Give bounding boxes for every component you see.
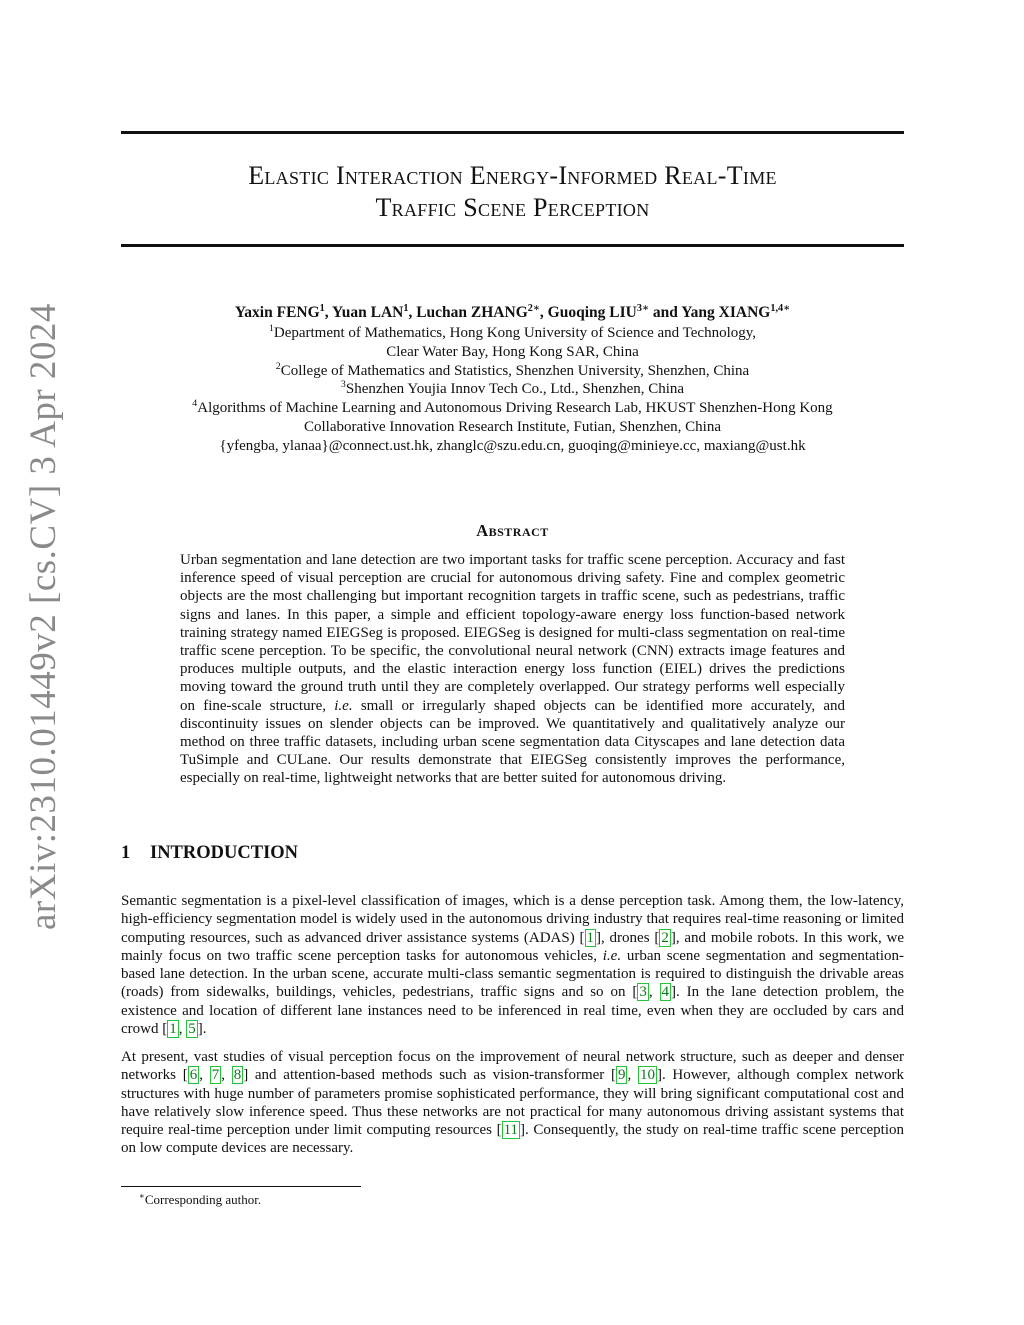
affiliation-1 [121, 324, 904, 343]
affil-text: Algorithms of Machine Learning and Autonomous Driving Research Lab, HKUST Shenzhen-Hong Kong [197, 400, 833, 417]
author-separator: , [539, 304, 548, 321]
paragraph-text: ]. In the lane detection problem, the existence and location of different lane instances need to be inferenced in real time, even when they are occluded by cars and crowd [ [121, 984, 904, 1038]
author-affil-mark: 3∗ [636, 302, 650, 314]
author-emails: {yfengba, ylanaa}@connect.ust.hk, zhanglc@szu.edu.cn, guoqing@minieye.cc, maxiang@ust.hk [219, 437, 806, 454]
footnote [139, 1192, 261, 1208]
author-separator: and [649, 304, 682, 321]
abstract-body [180, 551, 845, 788]
paragraph-text: Semantic segmentation is a pixel-level classification of images, which is a dense perception task. Among them, the low-latency, high-efficiency segmentation model is widely used in the autonomous driving industry that requires real-time reasoning or limited computing resources, such as advanced driver assistance systems (ADAS) [ [121, 893, 904, 946]
title-line-2: Traffic Scene Perception [375, 193, 650, 222]
author-affil-mark: 2∗ [527, 302, 540, 314]
affiliation-2 [121, 362, 904, 381]
author-name: Yuan LAN [331, 304, 404, 321]
title-line-1: Elastic Interaction Energy-Informed Real-Time [248, 161, 777, 190]
paragraph-text: ]. Consequently, the study on real-time traffic scene perception on low compute devices are necessary. [121, 1122, 904, 1157]
paragraph-text: ]. [197, 1021, 207, 1038]
author-affil-mark: 1,4∗ [770, 302, 791, 314]
affil-text: Department of Mathematics, Hong Kong University of Science and Technology, [273, 325, 757, 341]
affiliation-4-cont: Collaborative Innovation Research Institute, Futian, Shenzhen, China [304, 418, 721, 435]
author-name: Luchan ZHANG [416, 304, 528, 321]
abstract-heading: Abstract [476, 521, 549, 540]
author-affil-mark: 1 [403, 302, 409, 314]
author-name: Yaxin FENG [234, 304, 320, 321]
paragraph-text: At present, vast studies of visual perception focus on the improvement of neural network structure, such as deeper and denser networks [ [121, 1049, 904, 1084]
author-list [121, 303, 904, 323]
arxiv-identifier: arXiv:2310.01449v2 [cs.CV] 3 Apr 2024 [23, 303, 64, 930]
paragraph-text: , [221, 1067, 232, 1084]
paragraph-text: ] and attention-based methods such as vision-transformer [ [243, 1067, 616, 1084]
citation-link[interactable]: 5 [188, 1021, 196, 1038]
author-separator: , [408, 304, 417, 321]
citation-link[interactable]: 10 [639, 1067, 655, 1084]
paragraph-text: ], drones [ [596, 929, 660, 946]
abstract-text: Urban segmentation and lane detection are two important tasks for traffic scene perception. Accuracy and fast inference speed of visual perception are crucial for autonomous driving safety. Fine and complex geometric objects are the most challenging but important recognition targets in traffic scene, such as pedestrians, traffic signs and lanes. In this paper, a simple and efficient topology-aware energy loss function-based network training strategy named EIEGSeg is proposed. EIEGSeg is designed for multi-class segmentation on real-time traffic scene perception. To be specific, the convolutional neural network (CNN) extracts image features and produces multiple outputs, and the elastic interaction energy loss function (EIEL) drives the predictions moving toward the ground truth until they are completely overlapped. Our strategy performs well especially on fine-scale structure, [180, 552, 845, 714]
author-separator: , [324, 304, 332, 321]
affiliation-4 [121, 399, 904, 418]
paragraph-text: , [178, 1021, 187, 1038]
paragraph-text: ]. However, although complex network structures with huge number of parameters promise sophisticated performance, they will bring significant computational cost and have relatively slow inference speed. Thus these networks are not practical for many autonomous driving assistant systems that require real-time perception under limit computing resources [ [121, 1067, 905, 1139]
citation-link[interactable]: 11 [503, 1122, 519, 1139]
paragraph-italic: i.e. [602, 947, 622, 964]
author-name: Yang XIANG [681, 304, 771, 321]
paragraph-text: , [627, 1067, 638, 1084]
paragraph-text: , [199, 1067, 210, 1084]
affil-mark: 4 [192, 398, 198, 410]
abstract-ie: i.e. [334, 697, 353, 714]
paragraph-text: ], and mobile robots. In this work, we mainly focus on two traffic scene perception tasks for autonomous vehicles, [121, 929, 904, 964]
section-title: INTRODUCTION [150, 843, 299, 863]
citation-link[interactable]: 4 [661, 984, 670, 1001]
affil-mark: 1 [268, 323, 274, 334]
title-bottom-rule [121, 244, 904, 247]
intro-paragraph-2 [121, 1048, 904, 1158]
paragraph-text: , [648, 984, 660, 1001]
author-name: Guoqing LIU [547, 304, 637, 321]
affil-text: Shenzhen Youjia Innov Tech Co., Ltd., Shenzhen, China [345, 381, 685, 398]
section-heading [121, 843, 298, 864]
paragraph-text: urban scene segmentation and segmentation-based lane detection. In the urban scene, accurate multi-class semantic segmentation is required to distinguish the drivable areas (roads) from sidewalks, buildings, vehicles, pedestrians, traffic signs and so on [ [121, 947, 904, 1001]
affil-text: College of Mathematics and Statistics, Shenzhen University, Shenzhen, China [280, 362, 750, 379]
citation-link[interactable]: 1 [169, 1021, 177, 1038]
affil-mark: 3 [340, 379, 346, 391]
affiliation-1-cont: Clear Water Bay, Hong Kong SAR, China [386, 343, 639, 360]
footnote-rule [121, 1186, 361, 1187]
abstract-text: small or irregularly shaped objects can be identified more accurately, and discontinuity issues on slender objects can be improved. We quantitatively and qualitatively analyze our method on three traffic datasets, including urban scene segmentation data Cityscapes and lane detection data TuSimple and CULane. Our results demonstrate that EIEGSeg consistently improves the performance, especially on real-time, lightweight networks that are better suited for autonomous driving. [180, 697, 845, 787]
section-number: 1 [121, 843, 131, 863]
author-affil-mark: 1 [319, 302, 325, 314]
affiliations [121, 324, 904, 456]
citation-link[interactable]: 7 [211, 1067, 220, 1084]
paper-title [121, 160, 904, 224]
citation-link[interactable]: 3 [639, 984, 647, 1001]
citation-link[interactable]: 1 [586, 929, 594, 946]
affiliation-3 [121, 380, 904, 399]
citation-link[interactable]: 9 [617, 1067, 626, 1084]
footnote-mark: ∗ [139, 1190, 145, 1201]
footnote-text: Corresponding author. [144, 1192, 262, 1207]
citation-link[interactable]: 8 [233, 1067, 242, 1084]
intro-paragraph-1 [121, 892, 904, 1038]
citation-link[interactable]: 6 [189, 1067, 198, 1084]
title-top-rule [121, 131, 904, 134]
citation-link[interactable]: 2 [661, 929, 669, 946]
affil-mark: 2 [275, 360, 281, 372]
